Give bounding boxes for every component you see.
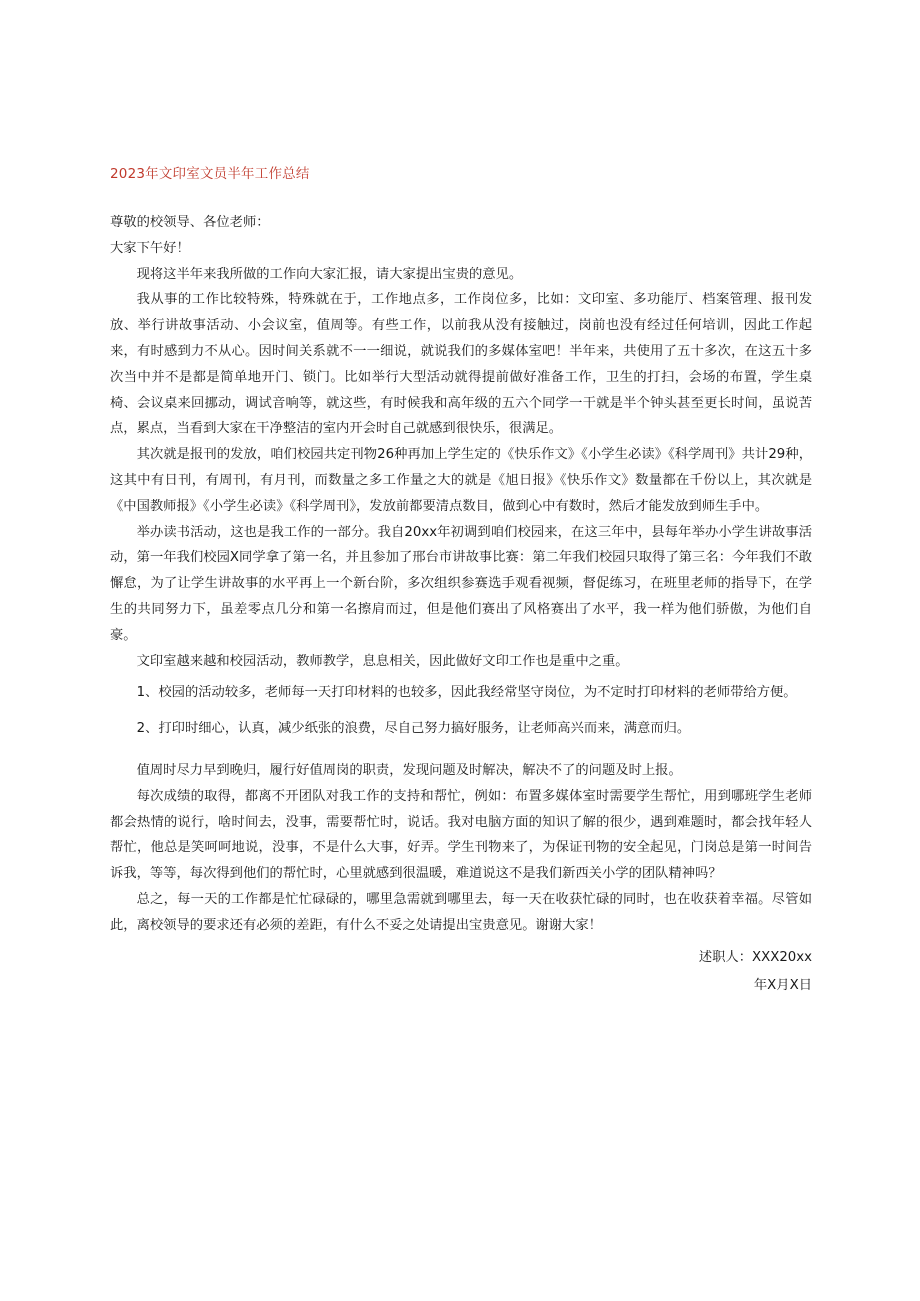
paragraph-work-overview: 我从事的工作比较特殊，特殊就在于，工作地点多，工作岗位多，比如：文印室、多功能厅、档案管理、报刊发放、举行讲故事活动、小会议室，值周等。有些工作，以前我从没有接触过，岗前也没有经过任何培训，因此工作起来，有时感到力不从心。因时间关系就不一一细说，就说我们的多媒体室吧！半年来，共使用了五十多次，在这五十多次当中并不是都是简单地开门、锁门。比如举行大型活动就得提前做好准备工作，卫生的打扫，会场的布置，学生桌椅、会议桌来回挪动，调试音响等，就这些，有时候我和高年级的五六个同学一干就是半个钟头甚至更长时间，虽说苦点，累点，当看到大家在干净整洁的室内开会时自己就感到很快乐，很满足。 xyxy=(110,292,812,437)
salutation: 尊敬的校领导、各位老师： xyxy=(110,215,270,230)
paragraph-conclusion: 总之，每一天的工作都是忙忙碌碌的，哪里急需就到哪里去，每一天在收获忙碌的同时，也在收获着幸福。尽管如此，离校领导的要求还有必须的差距，有什么不妥之处请提出宝贵意见。谢谢大家！ xyxy=(110,891,812,933)
paragraph-reading-activity: 举办读书活动，这也是我工作的一部分。我自20xx年初调到咱们校园来，在这三年中，县每年举办小学生讲故事活动，第一年我们校园X同学拿了第一名，并且参加了邢台市讲故事比赛：第二年我们校园只取得了第三名：今年我们不敢懈怠，为了让学生讲故事的水平再上一个新台阶，多次组织参赛选手观看视频，督促练习，在班里老师的指导下，在学生的共同努力下，虽差零点几分和第一名擦肩而过，但是他们赛出了风格赛出了水平，我一样为他们骄傲，为他们自豪。 xyxy=(110,524,812,643)
paragraph-duty: 值周时尽力早到晚归，履行好值周岗的职责，发现问题及时解决，解决不了的问题及时上报。 xyxy=(136,762,682,778)
paragraph-intro: 现将这半年来我所做的工作向大家汇报，请大家提出宝贵的意见。 xyxy=(136,266,523,282)
greeting: 大家下午好！ xyxy=(110,240,190,256)
signature: 述职人：XXX20xx xyxy=(698,949,812,965)
date: 年X月X日 xyxy=(753,978,812,994)
list-item: 1、校园的活动较多，老师每一天打印材料的也较多，因此我经常坚守岗位，为不定时打印材料的老师带给方便。 xyxy=(136,685,797,701)
paragraph-printing-office: 文印室越来越和校园活动，教师教学，息息相关，因此做好文印工作也是重中之重。 xyxy=(136,653,629,669)
paragraph-teamwork: 每次成绩的取得，都离不开团队对我工作的支持和帮忙，例如：布置多媒体室时需要学生帮忙，用到哪班学生老师都会热情的说行，啥时间去，没事，需要帮忙时，说话。我对电脑方面的知识了解的很少，遇到难题时，都会找年轻人帮忙，他总是笑呵呵地说，没事，不是什么大事，好弄。学生刊物来了，为保证刊物的安全起见，门岗总是第一时间告诉我，等等，每次得到他们的帮忙时，心里就感到很温暖，难道说这不是我们新西关小学的团队精神吗？ xyxy=(110,788,812,882)
document-title: 2023年文印室文员半年工作总结 xyxy=(110,166,310,182)
document-body xyxy=(110,210,812,999)
list-item: 2、打印时细心，认真，减少纸张的浪费，尽自己努力搞好服务，让老师高兴而来，满意而归。 xyxy=(136,721,691,737)
paragraph-newspapers: 其次就是报刊的发放，咱们校园共定刊物26种再加上学生定的《快乐作文》《小学生必读》《科学周刊》共计29种，这其中有日刊，有周刊，有月刊，而数量之多工作量之大的就是《旭日报》《快乐作文》数量都在千份以上，其次就是《中国教师报》《小学生必读》《科学周刊》，发放前都要清点数目，做到心中有数时，然后才能发放到师生手中。 xyxy=(110,447,812,514)
